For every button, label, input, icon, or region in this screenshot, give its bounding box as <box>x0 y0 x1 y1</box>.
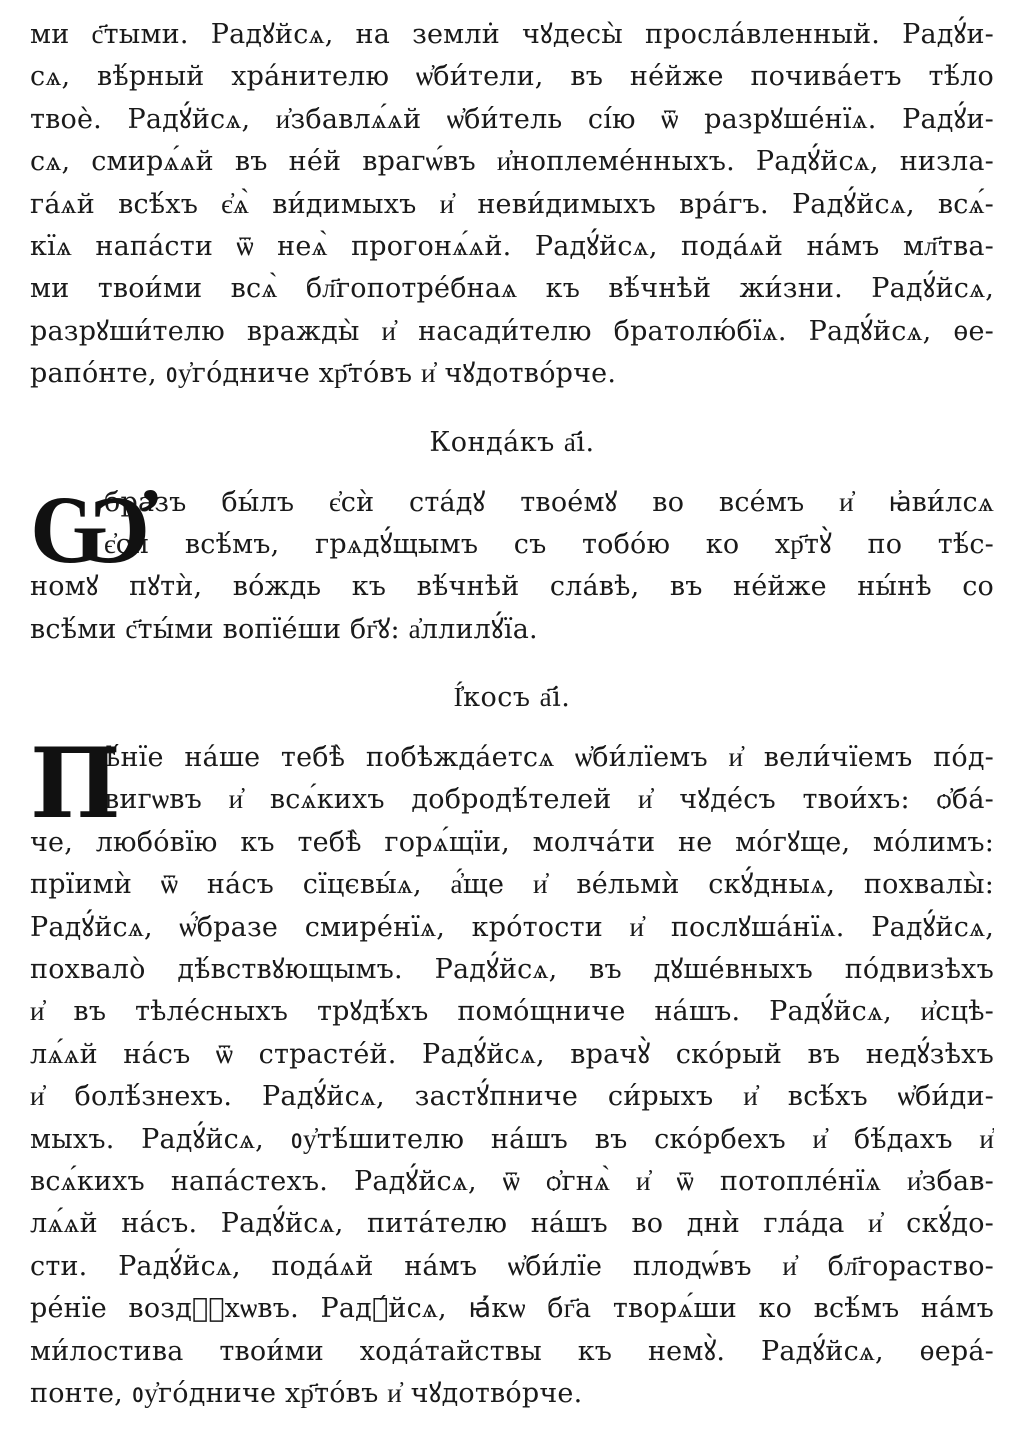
text-line: лѧ́ѧй нáсъ ѿ страсте́й. Радꙋ́йсѧ, врачꙋ̀ ско́рый въ недꙋ́зѣхъ <box>30 1038 994 1070</box>
text-line: кїѧ напáсти ѿ неѧ̀ прогонѧ́ѧй. Радꙋ́йсѧ, подáѧй нáмъ мл҃твa- <box>30 230 994 262</box>
section-1-text <box>30 14 994 396</box>
text-line: сти. Радꙋ́йсѧ, подáѧй нáмъ ѡ҆би́лїе плодѡ́въ и҆ бл҃гораство- <box>30 1250 994 1282</box>
drop-cap-initial: Ѡ҆ <box>30 471 151 585</box>
text-line: и҆ въ тѣле́сныхъ трꙋдѣ́хъ помо́щниче нáшъ. Радꙋ́йсѧ, и҆сцѣ- <box>30 996 994 1028</box>
kondak-text <box>30 471 994 652</box>
ikos-text <box>30 727 994 1415</box>
text-line: мыхъ. Радꙋ́йсѧ, ᲂу҆тѣ́шителю нáшъ въ ско́рбехъ и҆ бѣ́дахъ и҆ <box>30 1123 994 1155</box>
text-line: всѧ́кихъ напáстехъ. Радꙋ́йсѧ, ѿ ѻ҆гнѧ̀ и҆ ѿ потопле́нїѧ и҆збав- <box>30 1165 994 1197</box>
text-line: сѧ, вѣ́рный хрáнителю ѡ҆би́тели, въ не́йже почивáетъ тѣ́ло <box>30 61 994 93</box>
text-line: гáѧй всѣ́хъ є҆ѧ̀ ви́димыхъ и҆ неви́димыхъ врáгъ. Радꙋ́йсѧ, всѧ́- <box>30 188 994 220</box>
text-line: ми с҃тыми. Радꙋйсѧ, на земли̇ чꙋдесы̀ прослáвленный. Радꙋ́и- <box>30 19 994 50</box>
text-line: ми твои́ми всѧ̀ бл҃гопотре́бнаѧ къ вѣ́чнѣй жи́зни. Радꙋ́йсѧ, <box>30 273 994 305</box>
kondak-heading: Кондáкъ а҃і. <box>429 426 595 458</box>
text-line: номꙋ пꙋтѝ, во́ждь къ вѣ́чнѣй слáвѣ, въ не́йже ны́нѣ со <box>30 571 994 603</box>
ikos-heading: І҆́косъ а҃і. <box>453 682 571 714</box>
document-page <box>30 14 994 1415</box>
text-line: твоѐ. Радꙋ́йсѧ, и҆збавлѧ́ѧй ѡ҆би́тель сі́ю ѿ разрꙋше́нїѧ. Радꙋ́и- <box>30 103 994 135</box>
text-line: бразъ бы́лъ є҆сѝ стáдꙋ твое́мꙋ во все́мъ и҆ ꙗ҆ви́лсѧ <box>104 486 994 518</box>
text-line: вигѡвъ и҆ всѧ́кихъ добродѣ́телей и҆ чꙋде́съ твои́хъ: ѻ҆бá- <box>104 784 994 816</box>
text-line: всѣ́ми с҃ты́ми вопїе́ши бг҃ꙋ: а҆ллилꙋ́їа. <box>30 613 538 645</box>
text-line: ре́нїе возд꙯ꙋхѡвъ. Радꙋ́йсѧ, ꙗ҆́кѡ бг҃а творѧ́ши ко всѣ́мъ нáмъ <box>30 1293 994 1325</box>
text-line: лѧ́ѧй нáсъ. Радꙋ́йсѧ, пита́телю нáшъ во днѝ глáда и҆ скꙋ́до- <box>30 1208 994 1240</box>
text-line: сѧ, смирѧ́ѧй въ не́й врагѡ́въ и҆ноплеме́нныхъ. Радꙋ́йсѧ, низла- <box>30 146 994 178</box>
text-line: и҆ болѣ́знехъ. Радꙋ́йсѧ, застꙋ́пниче си́рыхъ и҆ всѣ́хъ ѡ҆би́ди- <box>30 1081 994 1113</box>
text-line: похвало̀ дѣ́вствꙋющымъ. Радꙋ́йсѧ, въ дꙋше́вныхъ по́двизѣхъ <box>30 954 994 986</box>
text-line: рапо́нте, ᲂу҆го́дниче хр҃то́въ и҆ чꙋдотво́рче. <box>30 358 617 390</box>
text-line: Радꙋ́йсѧ, ѡ҆́бразе смире́нїѧ, кро́тости и҆ послꙋшáнїѧ. Радꙋ́йсѧ, <box>30 911 994 943</box>
text-line: понте, ᲂу҆го́дниче хр҃то́въ и҆ чꙋдотво́рче. <box>30 1377 583 1409</box>
text-line: ѣ́нїе нáше тебѣ̀ побѣждáетсѧ ѡ҆би́лїемъ и҆ вели́чїемъ по́д- <box>104 742 994 774</box>
text-line: ми́лостива твои́ми ходáтайствы къ немꙋ̀. Радꙋ́йсѧ, ѳерá- <box>30 1335 994 1367</box>
text-line: че, любо́вїю къ тебѣ̀ горѧ́щїи, молчáти не мо́гꙋще, мо́лимъ: <box>30 826 994 858</box>
text-line: разрꙋши́телю вражды̀ и҆ насади́телю братолю́бїѧ. Радꙋ́йсѧ, ѳе- <box>30 315 994 347</box>
text-line: є҆сѝ всѣ́мъ, грѧдꙋ́щымъ съ тобо́ю ко хр҃тꙋ̀ по тѣ́с- <box>104 528 994 560</box>
drop-cap-initial: П <box>30 727 121 841</box>
text-line: прїимѝ ѿ нáсъ сїцєвы́ѧ, а҆́ще и҆ ве́льмѝ скꙋ́дныѧ, похвалы̀: <box>30 869 994 901</box>
